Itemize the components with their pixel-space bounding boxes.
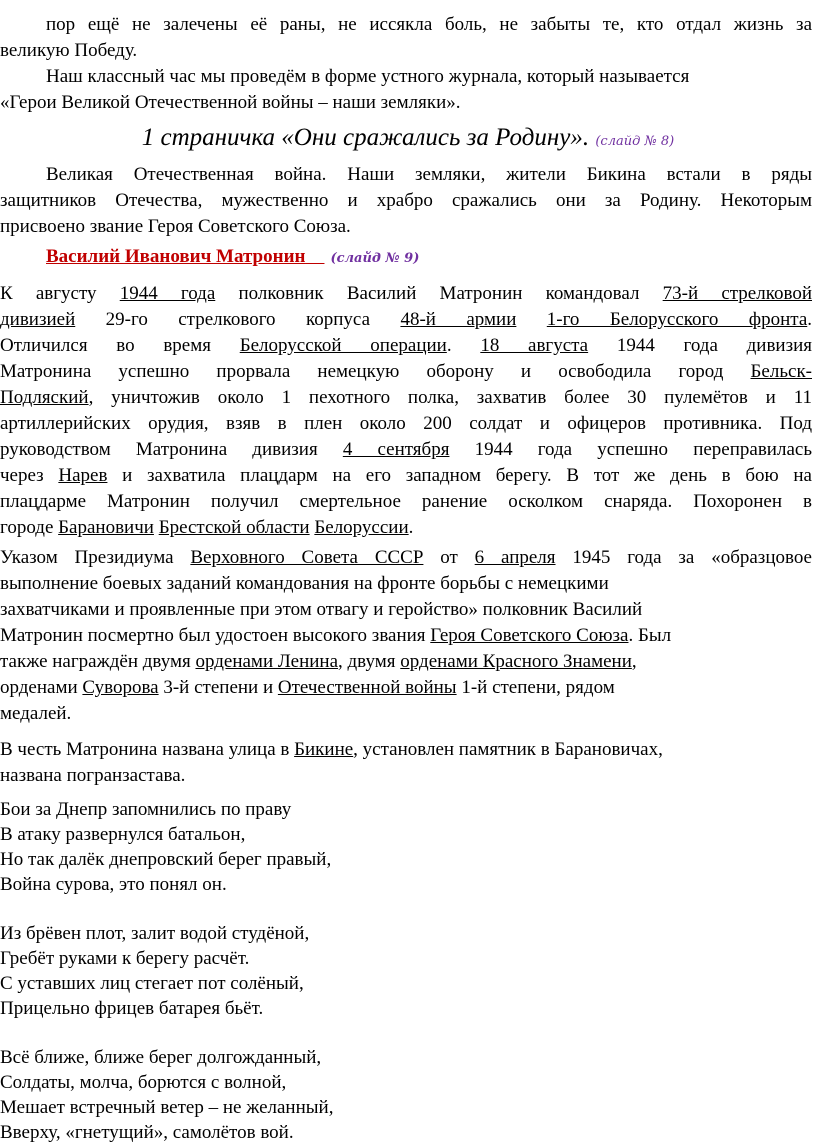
link-1944-year[interactable]: 1944 года xyxy=(119,283,216,304)
link-belorussia[interactable]: Белоруссии xyxy=(314,517,409,538)
poem-stanza-2 xyxy=(0,921,309,1021)
intro-p2-line-1: Наш классный час мы проведём в форме устного журнала, который называется xyxy=(46,66,690,87)
link-hero-soviet-union[interactable]: Героя Советского Союза xyxy=(430,625,629,646)
link-belorussian-operation[interactable]: Белорусской операции xyxy=(239,335,447,356)
poem-line: Вверху, «гнетущий», самолётов вой. xyxy=(0,1122,294,1143)
bio3-line-1: В честь Матронина названа улица в Бикине, установлен памятник в Барановичах, xyxy=(0,739,663,760)
bio2-line-4: Матронин посмертно был удостоен высокого звания Героя Советского Союза. Был xyxy=(0,625,672,646)
link-suvorov[interactable]: Суворова xyxy=(82,677,159,698)
bio2-line-5: также награждён двумя орденами Ленина, двумя орденами Красного Знамени, xyxy=(0,651,637,672)
link-order-lenin[interactable]: орденами Ленина xyxy=(195,651,339,672)
bio2-line-3: захватчиками и проявленные при этом отвагу и геройство» полковник Василий xyxy=(0,599,643,620)
veterans-paragraph xyxy=(0,162,812,240)
bio2-line-1: Указом Президиума Верховного Совета СССР от 6 апреля 1945 года за «образцовое xyxy=(0,547,812,568)
hero-slide-note: (слайд № 9) xyxy=(330,251,420,266)
bio1-line-8: через Нарев и захватила плацдарм на его западном берегу. В тот же день в бою на xyxy=(0,465,812,486)
poem-line: Солдаты, молча, борются с волной, xyxy=(0,1072,287,1093)
bio3-line-2: названа погранзастава. xyxy=(0,765,186,786)
poem-line: Мешает встречный ветер – не желанный, xyxy=(0,1097,334,1118)
bio2-line-2: выполнение боевых заданий командования на фронте борьбы с немецкими xyxy=(0,573,609,594)
poem-line: Бои за Днепр запомнились по праву xyxy=(0,799,292,820)
link-division[interactable]: дивизией xyxy=(0,309,76,330)
bio1-line-4: Матронина успешно прорвала немецкую оборону и освободила город Бельск- xyxy=(0,361,812,382)
biography-paragraph-1 xyxy=(0,281,812,541)
page-heading xyxy=(0,123,816,157)
poem-line: Война сурова, это понял он. xyxy=(0,874,227,895)
hero-name: Василий Иванович Матронин xyxy=(46,246,306,267)
link-patriotic-war[interactable]: Отечественной войны xyxy=(277,677,457,698)
bio1-line-6: артиллерийских орудия, взяв в плен около 200 солдат и офицеров противника. Под xyxy=(0,413,812,434)
biography-paragraph-2 xyxy=(0,545,812,727)
intro-p1-line-1: пор ещё не залечены её раны, не иссякла боль, не забыты те, кто отдал жизнь за xyxy=(46,14,812,35)
link-6-april[interactable]: 6 апреля xyxy=(474,547,556,568)
poem-line: Всё ближе, ближе берег долгожданный, xyxy=(0,1047,322,1068)
bio1-line-2: дивизией 29-го стрелкового корпуса 48-й армии 1-го Белорусского фронта. xyxy=(0,309,812,330)
poem-line: Из брёвен плот, залит водой студёной, xyxy=(0,923,310,944)
bio1-line-9: плацдарме Матронин получил смертельное ранение осколком снаряда. Похоронен в xyxy=(0,491,812,512)
heading-slide-note: (слайд № 8) xyxy=(595,134,675,149)
intro-paragraph-2 xyxy=(0,64,812,116)
link-supreme-soviet[interactable]: Верховного Совета СССР xyxy=(190,547,424,568)
biography-paragraph-3 xyxy=(0,737,812,789)
bio1-line-7: руководством Матронина дивизия 4 сентября 1944 года успешно переправилась xyxy=(0,439,812,460)
intro-paragraph-1 xyxy=(0,12,812,64)
bio1-line-5: Подляский, уничтожив около 1 пехотного полка, захватив более 30 пулемётов и 11 xyxy=(0,387,812,408)
heading-title: 1 страничка «Они сражались за Родину». xyxy=(141,124,590,151)
link-order-red-banner[interactable]: орденами Красного Знамени xyxy=(400,651,632,672)
link-4-september[interactable]: 4 сентября xyxy=(342,439,450,460)
veterans-line-3: присвоено звание Героя Советского Союза. xyxy=(0,216,351,237)
link-baranovichi[interactable]: Барановичи xyxy=(58,517,154,538)
link-73-division[interactable]: 73-й стрелковой xyxy=(662,283,812,304)
intro-p2-line-2: «Герои Великой Отечественной войны – наши земляки». xyxy=(0,92,461,113)
veterans-line-1: Великая Отечественная война. Наши земляки, жители Бикина встали в ряды xyxy=(46,164,812,185)
hero-name-heading xyxy=(46,244,419,272)
intro-p1-line-2: великую Победу. xyxy=(0,40,138,61)
link-podlaski[interactable]: Подляский xyxy=(0,387,89,408)
poem-line: Гребёт руками к берегу расчёт. xyxy=(0,948,250,969)
bio1-line-1: К августу 1944 года полковник Василий Матронин командовал 73-й стрелковой xyxy=(0,283,812,304)
poem-stanza-3 xyxy=(0,1045,333,1145)
link-bikin[interactable]: Бикине xyxy=(294,739,354,760)
poem-stanza-1 xyxy=(0,797,331,897)
link-brest-region[interactable]: Брестской области xyxy=(158,517,310,538)
poem-line: С уставших лиц стегает пот солёный, xyxy=(0,973,304,994)
veterans-line-2: защитников Отечества, мужественно и храбро сражались они за Родину. Некоторым xyxy=(0,190,812,211)
link-1-belorussian-front[interactable]: 1-го Белорусского фронта xyxy=(546,309,808,330)
link-narew[interactable]: Нарев xyxy=(58,465,108,486)
bio2-line-6: орденами Суворова 3-й степени и Отечественной войны 1-й степени, рядом xyxy=(0,677,615,698)
poem-line: Но так далёк днепровский берег правый, xyxy=(0,849,332,870)
link-48-army[interactable]: 48-й армии xyxy=(400,309,517,330)
bio1-line-3: Отличился во время Белорусской операции. 18 августа 1944 года дивизия xyxy=(0,335,813,356)
link-bielsk[interactable]: Бельск- xyxy=(750,361,812,382)
poem-line: Прицельно фрицев батарея бьёт. xyxy=(0,998,264,1019)
link-18-august[interactable]: 18 августа xyxy=(480,335,589,356)
poem-line: В атаку развернулся батальон, xyxy=(0,824,246,845)
bio2-line-7: медалей. xyxy=(0,703,72,724)
bio1-line-10: городе Барановичи Брестской области Белоруссии. xyxy=(0,517,414,538)
